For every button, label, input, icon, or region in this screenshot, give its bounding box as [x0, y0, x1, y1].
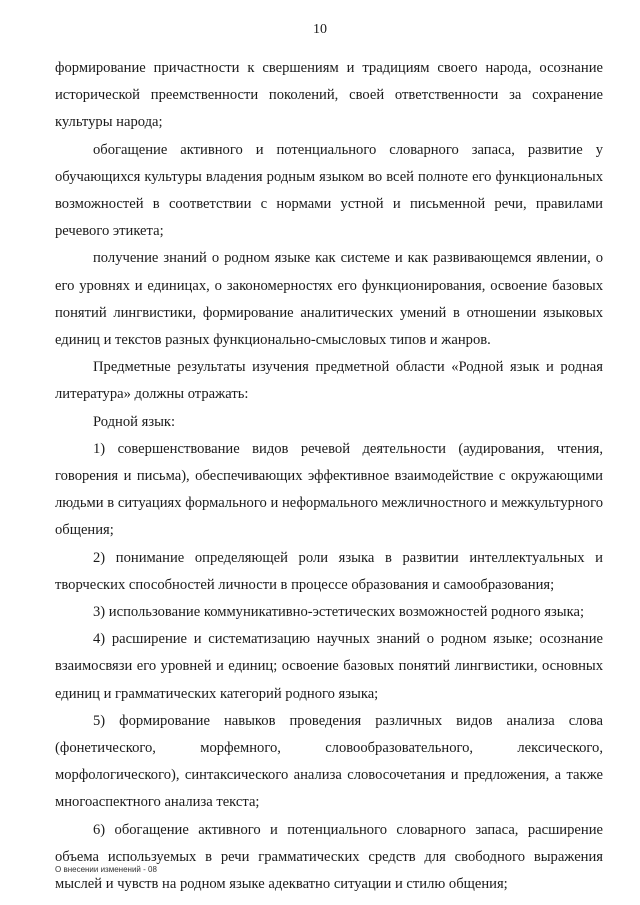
list-item: 5) формирование навыков проведения различных видов анализа слова (фонетического, морфемного, словообразовательного, лексического, морфологического), синтаксического анализа словосочетания и предложения, а также многоаспектного анализа текста; [55, 712, 603, 811]
document-body [55, 55, 603, 898]
paragraph: формирование причастности к свершениям и традициям своего народа, осознание исторической преемственности поколений, своей ответственности за сохранение культуры народа; [55, 60, 603, 131]
paragraph: обогащение активного и потенциального словарного запаса, развитие у обучающихся культуры владения родным языком во всей полноте его функциональных возможностей в соответствии с нормами устной и письменной речи, правилами речевого этикета; [55, 141, 603, 240]
list-item: 4) расширение и систематизацию научных знаний о родном языке; осознание взаимосвязи его уровней и единиц; освоение базовых понятий лингвистики, основных единиц и грамматических категорий родного языка; [55, 631, 603, 702]
list-item: 6) обогащение активного и потенциального словарного запаса, расширение объема используемых в речи грамматических средств для свободного выражения мыслей и чувств на родном языке адекватно ситуации и стилю общения; [55, 821, 603, 893]
paragraph: Предметные результаты изучения предметной области «Родной язык и родная литература» должны отражать: [55, 359, 603, 403]
footer-note: О внесении изменений - 08 [55, 865, 157, 874]
list-item: 3) использование коммуникативно-эстетических возможностей родного языка; [93, 604, 585, 621]
list-item: 1) совершенствование видов речевой деятельности (аудирования, чтения, говорения и письма), обеспечивающих эффективное взаимодействие с окружающими людьми в ситуациях формального и неформального межличностного и межкультурного общения; [55, 440, 603, 539]
paragraph: получение знаний о родном языке как системе и как развивающемся явлении, о его уровнях и единицах, о закономерностях его функционирования, освоение базовых понятий лингвистики, формирование аналитических умений в отношении языковых единиц и текстов разных функционально-смысловых типов и жанров. [55, 250, 603, 349]
section-heading: Родной язык: [93, 413, 176, 430]
page-number: 10 [313, 22, 327, 37]
list-item: 2) понимание определяющей роли языка в развитии интеллектуальных и творческих способностей личности в процессе образования и самообразования; [55, 549, 603, 593]
